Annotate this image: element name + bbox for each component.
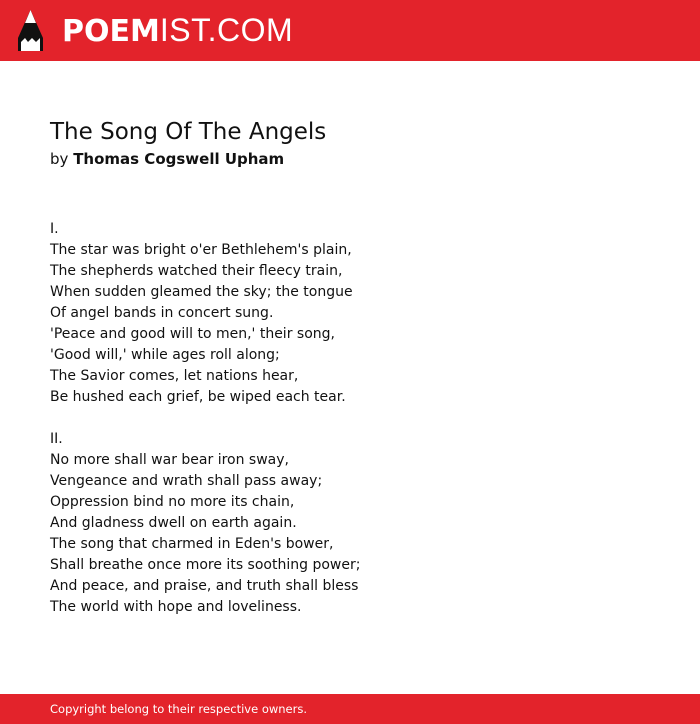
poem-line: When sudden gleamed the sky; the tongue (50, 284, 353, 300)
poem-line: The shepherds watched their fleecy train, (50, 263, 343, 279)
poem-title: The Song Of The Angels (50, 119, 327, 145)
poem-line: II. (50, 431, 63, 447)
pencil-tip-icon[interactable] (18, 10, 43, 51)
poem-line: Of angel bands in concert sung. (50, 305, 274, 321)
logo-brand-bold: POEM (62, 14, 160, 49)
logo-brand-light: IST.COM (159, 12, 294, 48)
poem-line: The star was bright o'er Bethlehem's plain, (50, 242, 352, 258)
site-logo[interactable] (62, 12, 293, 50)
poem-line: Vengeance and wrath shall pass away; (50, 473, 323, 489)
author-name[interactable]: Thomas Cogswell Upham (73, 150, 285, 168)
poem-line: The song that charmed in Eden's bower, (50, 536, 334, 552)
poem-line: The world with hope and loveliness. (50, 599, 302, 615)
poem-line: Be hushed each grief, be wiped each tear. (50, 389, 346, 405)
poem-line: The Savior comes, let nations hear, (50, 368, 299, 384)
poem-line: No more shall war bear iron sway, (50, 452, 289, 468)
poem-line: Oppression bind no more its chain, (50, 494, 295, 510)
poem-line: 'Peace and good will to men,' their song, (50, 326, 335, 342)
by-label: by (50, 150, 69, 168)
byline (50, 149, 284, 169)
poem-line: I. (50, 221, 59, 237)
stanza (50, 219, 360, 408)
stanza (50, 429, 360, 618)
poem-line: And gladness dwell on earth again. (50, 515, 297, 531)
poem-line: And peace, and praise, and truth shall bless (50, 578, 359, 594)
poem-body (50, 219, 360, 639)
site-header (0, 0, 700, 61)
copyright-notice: Copyright belong to their respective owners. (50, 702, 308, 716)
poem-line: Shall breathe once more its soothing power; (50, 557, 361, 573)
site-footer (0, 694, 700, 724)
poem-line: 'Good will,' while ages roll along; (50, 347, 280, 363)
